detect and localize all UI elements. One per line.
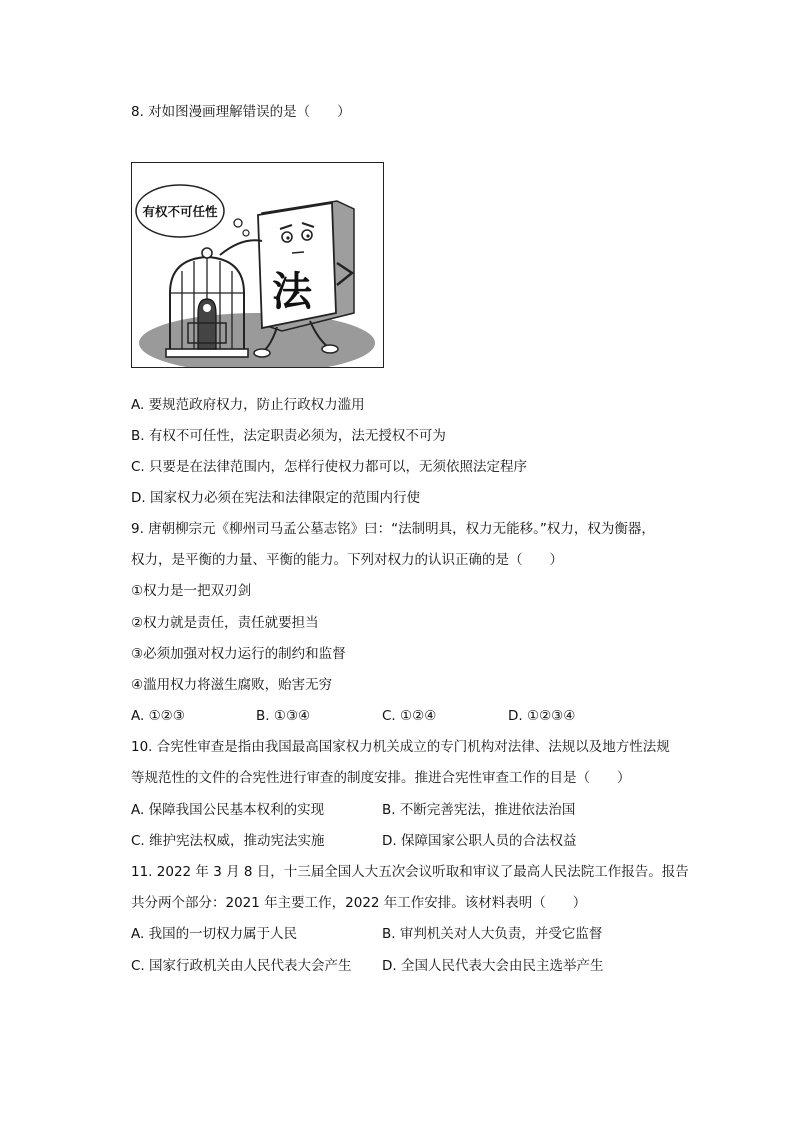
q10-option-d: D. 保障国家公职人员的合法权益: [382, 833, 577, 849]
q11-stem-line1: 11. 2022 年 3 月 8 日，十三届全国人大五次会议听取和审议了最高人民法院工作报告。报告: [131, 864, 689, 880]
q10-option-b: B. 不断完善宪法，推进依法治国: [382, 802, 576, 818]
q11-option-a: A. 我国的一切权力属于人民: [131, 926, 298, 942]
q9-statement-3: ③必须加强对权力运行的制约和监督: [131, 646, 346, 662]
q9-stem-line1: 9. 唐朝柳宗元《柳州司马孟公墓志铭》曰：“法制明具，权力无能移。”权力，权为衡器，: [131, 521, 655, 537]
q9-option-a: A. ①②③: [131, 708, 185, 724]
speech-bubble-icon: [136, 185, 249, 237]
q8-option-b: B. 有权不可任性，法定职责必须为，法无授权不可为: [131, 428, 446, 444]
q8-option-c: C. 只要是在法律范围内，怎样行使权力都可以，无须依照法定程序: [131, 459, 528, 475]
q9-statement-2: ②权力就是责任，责任就要担当: [131, 615, 319, 631]
q10-stem-line2: 等规范性的文件的合宪性进行审查的制度安排。推进合宪性审查工作的目是（ ）: [131, 770, 631, 786]
bubble-text: 有权不可任性: [142, 204, 218, 219]
q9-option-b: B. ①③④: [256, 708, 311, 724]
book-text: 法: [272, 269, 312, 315]
q9-option-c: C. ①②④: [382, 708, 437, 724]
q11-option-d: D. 全国人民代表大会由民主选举产生: [382, 958, 604, 974]
q10-option-a: A. 保障我国公民基本权利的实现: [131, 802, 325, 818]
q8-stem: 8. 对如图漫画理解错误的是（ ）: [131, 104, 351, 120]
q10-option-c: C. 维护宪法权威，推动宪法实施: [131, 833, 325, 849]
q11-option-c: C. 国家行政机关由人民代表大会产生: [131, 958, 352, 974]
q9-statement-1: ①权力是一把双刃剑: [131, 583, 252, 599]
q8-option-a: A. 要规范政府权力，防止行政权力滥用: [131, 397, 365, 413]
q8-option-d: D. 国家权力必须在宪法和法律限定的范围内行使: [131, 490, 420, 506]
q9-statement-4: ④滥用权力将滋生腐败，贻害无穷: [131, 677, 333, 693]
cartoon-figure: [131, 162, 384, 368]
q9-stem-line2: 权力，是平衡的力量、平衡的能力。下列对权力的认识正确的是（ ）: [131, 552, 563, 568]
q10-stem-line1: 10. 合宪性审查是指由我国最高国家权力机关成立的专门机构对法律、法规以及地方性法规: [131, 739, 670, 755]
q9-option-d: D. ①②③④: [508, 708, 576, 724]
q11-option-b: B. 审判机关对人大负责，并受它监督: [382, 926, 603, 942]
q11-stem-line2: 共分两个部分：2021 年主要工作，2022 年工作安排。该材料表明（ ）: [131, 895, 587, 911]
